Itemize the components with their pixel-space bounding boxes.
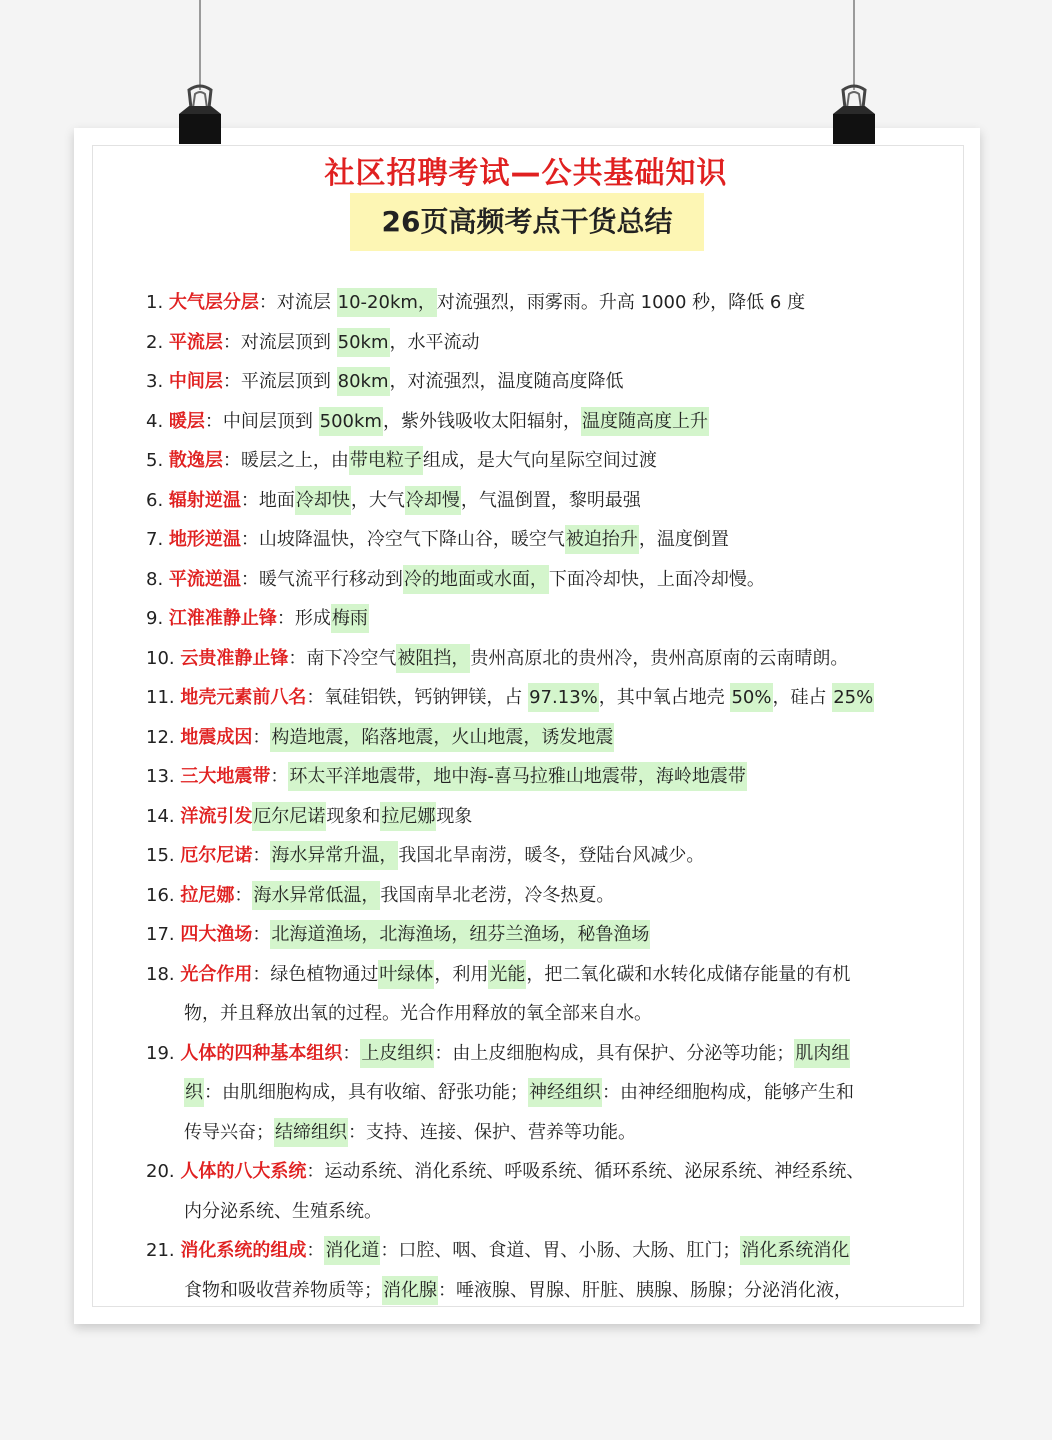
list-item: 15. 厄尔尼诺：海水异常升温，我国北旱南涝，暖冬，登陆台风减少。 (146, 836, 946, 876)
list-item: 5. 散逸层：暖层之上，由带电粒子组成，是大气向星际空间过渡 (146, 441, 946, 481)
list-item: 7. 地形逆温：山坡降温快，冷空气下降山谷，暖空气被迫抬升，温度倒置 (146, 520, 946, 560)
binder-clip-left-icon (177, 84, 223, 144)
list-item: 18. 光合作用：绿色植物通过叶绿体，利用光能，把二氧化碳和水转化成储存能量的有机 物，并且释放出氧的过程。光合作用释放的氧全部来自水。 (146, 955, 946, 1034)
list-item: 9. 江淮准静止锋：形成梅雨 (146, 599, 946, 639)
list-item: 16. 拉尼娜：海水异常低温，我国南旱北老涝，冷冬热夏。 (146, 876, 946, 916)
list-item: 20. 人体的八大系统：运动系统、消化系统、呼吸系统、循环系统、泌尿系统、神经系统、 内分泌系统、生殖系统。 (146, 1161, 865, 1222)
list-item: 17. 四大渔场：北海道渔场，北海渔场，纽芬兰渔场，秘鲁渔场 (146, 915, 946, 955)
hanging-string-left (199, 0, 201, 90)
list-item: 13. 三大地震带：环太平洋地震带，地中海-喜马拉雅山地震带，海岭地震带 (146, 757, 946, 797)
list-item: 3. 中间层：平流层顶到 80km，对流强烈，温度随高度降低 (146, 362, 946, 402)
list-item: 1. 大气层分层：对流层 10-20km，对流强烈，雨雾雨。升高 1000 秒，降低 6 度 (146, 283, 946, 323)
list-item: 12. 地震成因：构造地震，陷落地震，火山地震，诱发地震 (146, 718, 946, 758)
list-item: 10. 云贵准静止锋：南下冷空气被阻挡，贵州高原北的贵州冷，贵州高原南的云南晴朗。 (146, 639, 946, 679)
list-item: 19. 人体的四种基本组织：上皮组织：由上皮细胞构成，具有保护、分泌等功能；肌肉组 织：由肌细胞构成，具有收缩、舒张功能；神经组织：由神经细胞构成，能够产生和 传导兴奋；结缔组织：支持、连接、保护、营养等功能。 (146, 1034, 946, 1153)
hanging-string-right (853, 0, 855, 90)
list-item: 2. 平流层：对流层顶到 50km，水平流动 (146, 323, 946, 363)
list-item: 11. 地壳元素前八名：氧硅铝铁，钙钠钾镁，占 97.13%，其中氧占地壳 50%，硅占 25% (146, 678, 946, 718)
list-item: 14. 洋流引发厄尔尼诺现象和拉尼娜现象 (146, 797, 946, 837)
list-item: 6. 辐射逆温：地面冷却快，大气冷却慢，气温倒置，黎明最强 (146, 481, 946, 521)
list-item: 8. 平流逆温：暖气流平行移动到冷的地面或水面，下面冷却快，上面冷却慢。 (146, 560, 946, 600)
page-subtitle: 26页高频考点干货总结 (350, 193, 704, 251)
page-title: 社区招聘考试—公共基础知识 (324, 156, 728, 191)
list-item: 4. 暖层：中间层顶到 500km，紫外钱吸收太阳辐射，温度随高度上升 (146, 402, 946, 442)
binder-clip-right-icon (831, 84, 877, 144)
list-item: 21. 消化系统的组成：消化道：口腔、咽、食道、胃、小肠、大肠、肛门；消化系统消化 食物和吸收营养物质等；消化腺：唾液腺、胃腺、肝脏、胰腺、肠腺；分泌消化液， (146, 1231, 946, 1310)
knowledge-list (146, 283, 946, 1310)
